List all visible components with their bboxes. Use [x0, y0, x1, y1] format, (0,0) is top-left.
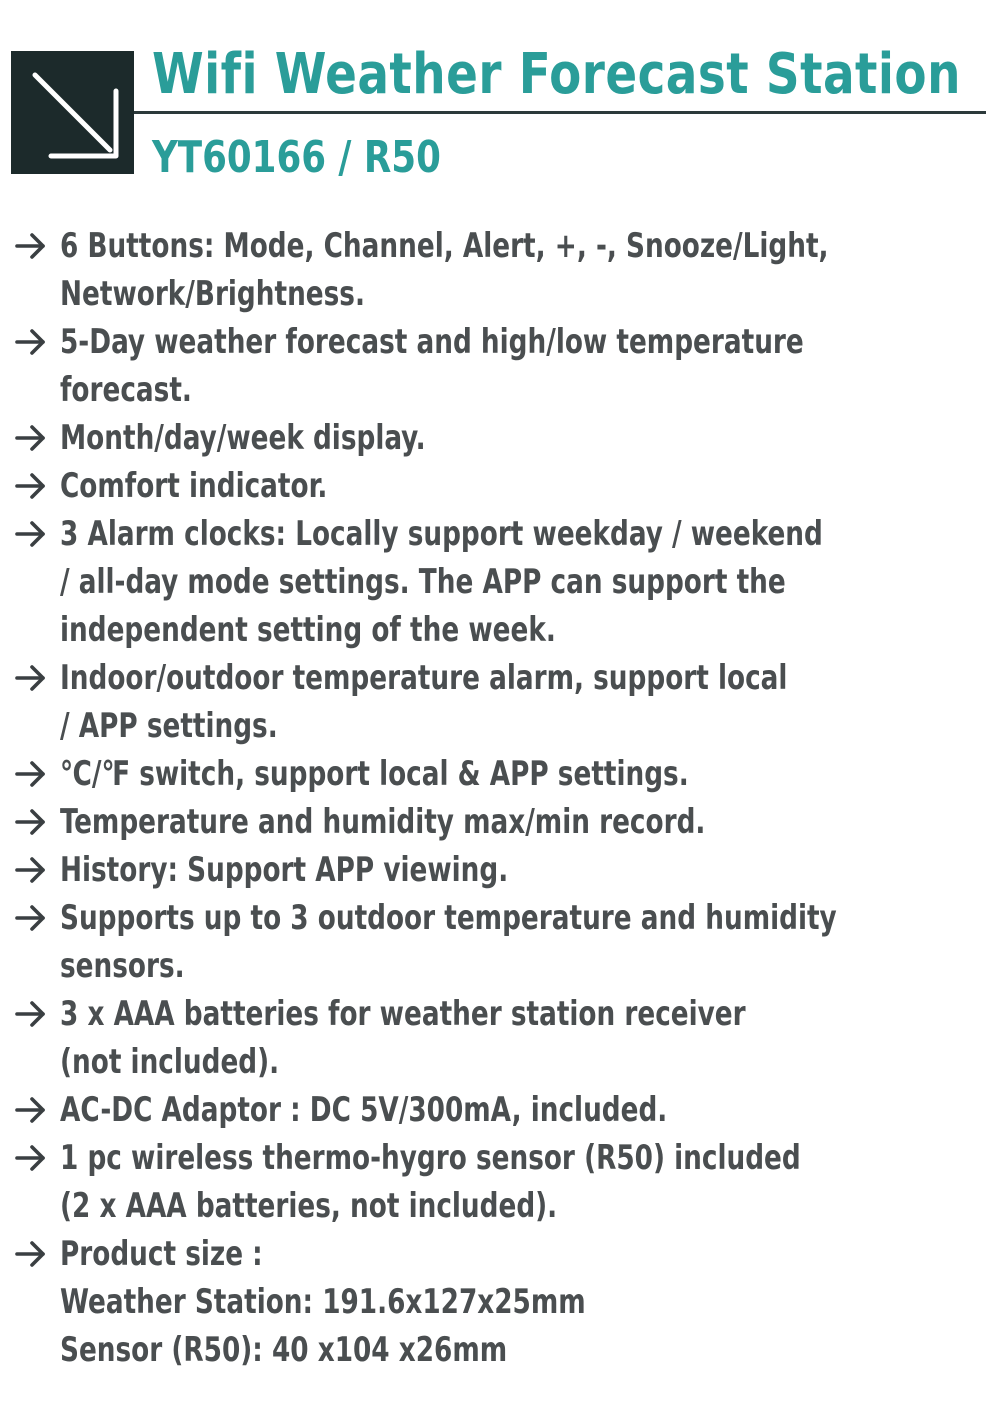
feature-item — [0, 654, 986, 750]
feature-text-line: 1 pc wireless thermo-hygro sensor (R50) included — [60, 1138, 801, 1178]
arrow-right-icon — [14, 327, 48, 357]
arrow-right-icon — [14, 903, 48, 933]
feature-list — [0, 222, 986, 1374]
feature-text-line: Sensor (R50): 40 x104 x26mm — [60, 1330, 508, 1370]
feature-text-line: (2 x AAA batteries, not included). — [60, 1186, 558, 1226]
feature-text-line: independent setting of the week. — [60, 610, 556, 650]
feature-item — [0, 990, 986, 1086]
feature-text-line: Month/day/week display. — [60, 418, 426, 458]
feature-text-line: Temperature and humidity max/min record. — [60, 802, 706, 842]
arrow-right-icon — [14, 855, 48, 885]
feature-text-line: Supports up to 3 outdoor temperature and humidity — [60, 898, 837, 938]
feature-text-line: Network/Brightness. — [60, 274, 365, 314]
logo — [11, 51, 134, 174]
feature-item — [0, 846, 986, 894]
feature-item — [0, 798, 986, 846]
feature-item — [0, 414, 986, 462]
feature-text-line: 5-Day weather forecast and high/low temperature — [60, 322, 804, 362]
feature-item — [0, 510, 986, 654]
feature-text-line: / all-day mode settings. The APP can support the — [60, 562, 786, 602]
feature-item — [0, 318, 986, 414]
arrow-right-icon — [14, 423, 48, 453]
feature-text-line: forecast. — [60, 370, 192, 410]
arrow-right-icon — [14, 1095, 48, 1125]
feature-text-line: (not included). — [60, 1042, 280, 1082]
feature-item — [0, 1230, 986, 1374]
arrow-right-icon — [14, 471, 48, 501]
feature-item — [0, 222, 986, 318]
feature-text-line: Indoor/outdoor temperature alarm, support local — [60, 658, 788, 698]
model-number: YT60166 / R50 — [152, 132, 441, 183]
arrow-right-icon — [14, 999, 48, 1029]
feature-item — [0, 1086, 986, 1134]
feature-text-line: Product size : — [60, 1234, 263, 1274]
feature-item — [0, 894, 986, 990]
page-title: Wifi Weather Forecast Station — [152, 42, 961, 107]
arrow-right-icon — [14, 1143, 48, 1173]
feature-text-line: Comfort indicator. — [60, 466, 328, 506]
diagonal-arrow-icon — [11, 51, 134, 174]
arrow-right-icon — [14, 663, 48, 693]
feature-text-line: sensors. — [60, 946, 185, 986]
arrow-right-icon — [14, 231, 48, 261]
arrow-right-icon — [14, 519, 48, 549]
feature-text-line: / APP settings. — [60, 706, 278, 746]
feature-text-line: AC-DC Adaptor : DC 5V/300mA, included. — [60, 1090, 668, 1130]
feature-text-line: 6 Buttons: Mode, Channel, Alert, +, -, Snooze/Light, — [60, 226, 829, 266]
title-divider — [134, 111, 986, 114]
feature-item — [0, 1134, 986, 1230]
feature-item — [0, 462, 986, 510]
feature-text-line: Weather Station: 191.6x127x25mm — [60, 1282, 586, 1322]
arrow-right-icon — [14, 807, 48, 837]
arrow-right-icon — [14, 759, 48, 789]
feature-text-line: ℃/℉ switch, support local & APP settings. — [60, 754, 689, 794]
feature-text-line: 3 x AAA batteries for weather station receiver — [60, 994, 746, 1034]
feature-item — [0, 750, 986, 798]
feature-text-line: 3 Alarm clocks: Locally support weekday / weekend — [60, 514, 823, 554]
arrow-right-icon — [14, 1239, 48, 1269]
feature-text-line: History: Support APP viewing. — [60, 850, 509, 890]
